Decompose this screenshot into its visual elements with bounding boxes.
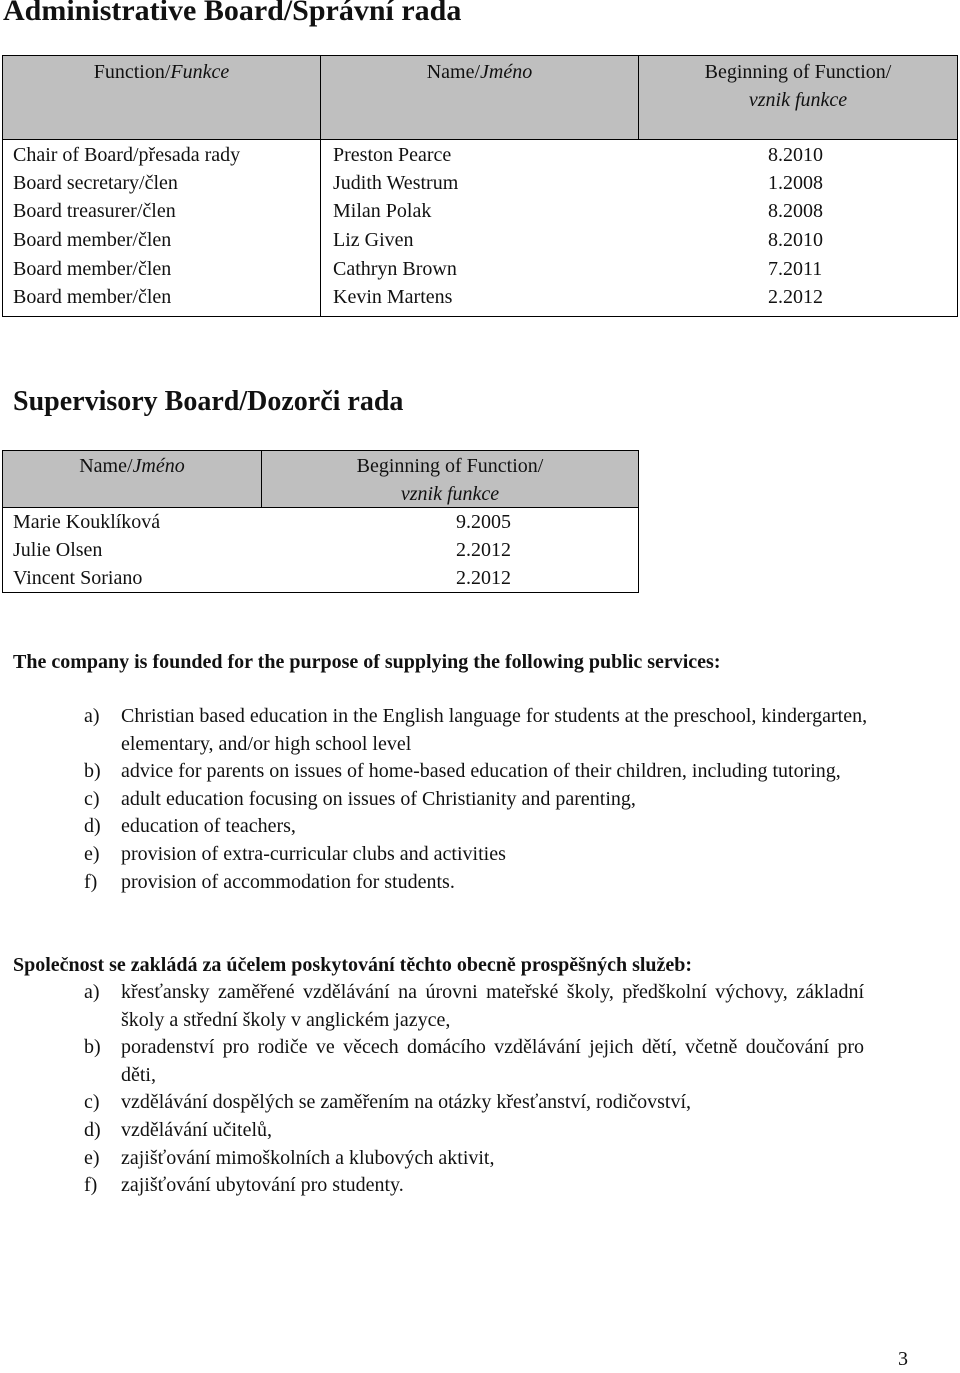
list-item-text: vzdělávání učitelů, — [121, 1118, 273, 1141]
table-row — [3, 141, 957, 169]
list-item-text: Christian based education in the English language for students at the preschool, kindergarten, elementary, and/or high school level — [121, 705, 868, 755]
cell-name: Milan Polak — [333, 200, 432, 222]
cell-function: Board treasurer/člen — [13, 200, 176, 222]
list-marker: a) — [84, 705, 100, 727]
header-name — [321, 58, 638, 86]
cell-beginning: 2.2012 — [456, 567, 511, 589]
table-row — [3, 255, 957, 283]
header-name-cz: Jméno — [132, 455, 185, 477]
list-item — [84, 869, 904, 897]
table-row — [3, 536, 638, 564]
list-item — [84, 1145, 864, 1173]
cell-function: Board member/člen — [13, 286, 172, 308]
header-beginning — [262, 452, 638, 508]
header-beginning-en: Beginning of Function/ — [704, 61, 892, 83]
header-name-en: Name/ — [426, 61, 481, 83]
list-item-text: education of teachers, — [121, 815, 296, 838]
header-beginning-en: Beginning of Function/ — [356, 455, 544, 477]
list-item-text: advice for parents on issues of home-based education of their children, including tutoring, — [121, 760, 841, 783]
cell-beginning: 7.2011 — [768, 258, 823, 280]
header-beginning — [639, 58, 957, 114]
cell-name: Judith Westrum — [333, 172, 459, 194]
list-marker: c) — [84, 787, 100, 810]
cell-name: Liz Given — [333, 229, 414, 251]
list-item-text: zajišťování ubytování pro studenty. — [121, 1174, 404, 1197]
table-row — [3, 283, 957, 311]
cell-name: Marie Kouklíková — [13, 511, 161, 533]
cell-beginning: 1.2008 — [768, 172, 823, 194]
table-row — [3, 564, 638, 592]
list-item-text: provision of accommodation for students. — [121, 870, 455, 893]
table-row — [3, 508, 638, 536]
cell-beginning: 9.2005 — [456, 511, 511, 533]
list-marker: d) — [84, 815, 101, 838]
list-item-text: křesťansky zaměřené vzdělávání na úrovni mateřské školy, předškolní výchovy, základní školy a střední školy v anglickém jazyce, — [121, 981, 864, 1031]
cell-function: Board secretary/člen — [13, 172, 178, 194]
cell-beginning: 8.2008 — [768, 200, 823, 222]
admin-board-table — [2, 55, 958, 317]
supervisory-board-table — [2, 450, 639, 593]
list-item — [84, 813, 904, 841]
list-marker: a) — [84, 981, 100, 1003]
cell-name: Vincent Soriano — [13, 567, 143, 589]
header-function-cz: Funkce — [170, 61, 230, 83]
list-item-text: adult education focusing on issues of Christianity and parenting, — [121, 787, 636, 810]
table-row — [3, 226, 957, 254]
cell-beginning: 2.2012 — [456, 539, 511, 561]
cell-beginning: 8.2010 — [768, 229, 823, 251]
admin-board-title: Administrative Board/Správní rada — [3, 0, 462, 27]
cell-name: Cathryn Brown — [333, 258, 457, 280]
header-beginning-cz: vznik funkce — [400, 483, 500, 505]
list-item-text: provision of extra-curricular clubs and activities — [121, 842, 506, 865]
supervisory-board-title: Supervisory Board/Dozorči rada — [13, 386, 404, 417]
list-item — [84, 1034, 864, 1089]
list-item — [84, 1089, 864, 1117]
header-function-en: Function/ — [93, 61, 171, 83]
header-name-cz: Jméno — [480, 61, 533, 83]
list-item — [84, 1172, 864, 1200]
list-item — [84, 979, 864, 1034]
list-marker: b) — [84, 760, 101, 783]
header-name — [3, 452, 261, 480]
header-beginning-cz: vznik funkce — [748, 89, 848, 111]
list-item — [84, 758, 904, 786]
services-cz-heading: Společnost se zakládá za účelem poskytování těchto obecně prospěšných služeb: — [13, 954, 693, 976]
table-row — [3, 169, 957, 197]
cell-beginning: 8.2010 — [768, 144, 823, 166]
list-item — [84, 786, 904, 814]
list-item — [84, 703, 904, 758]
list-item-text: poradenství pro rodiče ve věcech domácího vzdělávání jejich dětí, včetně doučování pro děti, — [121, 1036, 864, 1086]
cell-name: Julie Olsen — [13, 539, 103, 561]
cell-function: Board member/člen — [13, 258, 172, 280]
page-number: 3 — [898, 1348, 908, 1370]
services-en-heading: The company is founded for the purpose of supplying the following public services: — [13, 651, 721, 673]
list-marker: f) — [84, 870, 98, 893]
services-cz-list — [84, 979, 864, 1200]
cell-function: Board member/člen — [13, 229, 172, 251]
list-item-text: vzdělávání dospělých se zaměřením na otázky křesťanství, rodičovství, — [121, 1091, 692, 1114]
cell-name: Preston Pearce — [333, 144, 452, 166]
header-divider — [3, 139, 957, 140]
list-marker: e) — [84, 842, 100, 865]
cell-name: Kevin Martens — [333, 286, 453, 308]
list-marker: d) — [84, 1118, 101, 1141]
list-item — [84, 841, 904, 869]
cell-beginning: 2.2012 — [768, 286, 823, 308]
list-marker: c) — [84, 1091, 100, 1114]
list-marker: f) — [84, 1174, 98, 1197]
services-en-list — [84, 703, 904, 896]
table-row — [3, 197, 957, 225]
header-function — [3, 58, 320, 86]
list-marker: e) — [84, 1146, 100, 1169]
list-item-text: zajišťování mimoškolních a klubových aktivit, — [121, 1146, 495, 1169]
list-marker: b) — [84, 1036, 101, 1059]
header-name-en: Name/ — [79, 455, 133, 477]
cell-function: Chair of Board/přesada rady — [13, 144, 241, 166]
list-item — [84, 1117, 864, 1145]
